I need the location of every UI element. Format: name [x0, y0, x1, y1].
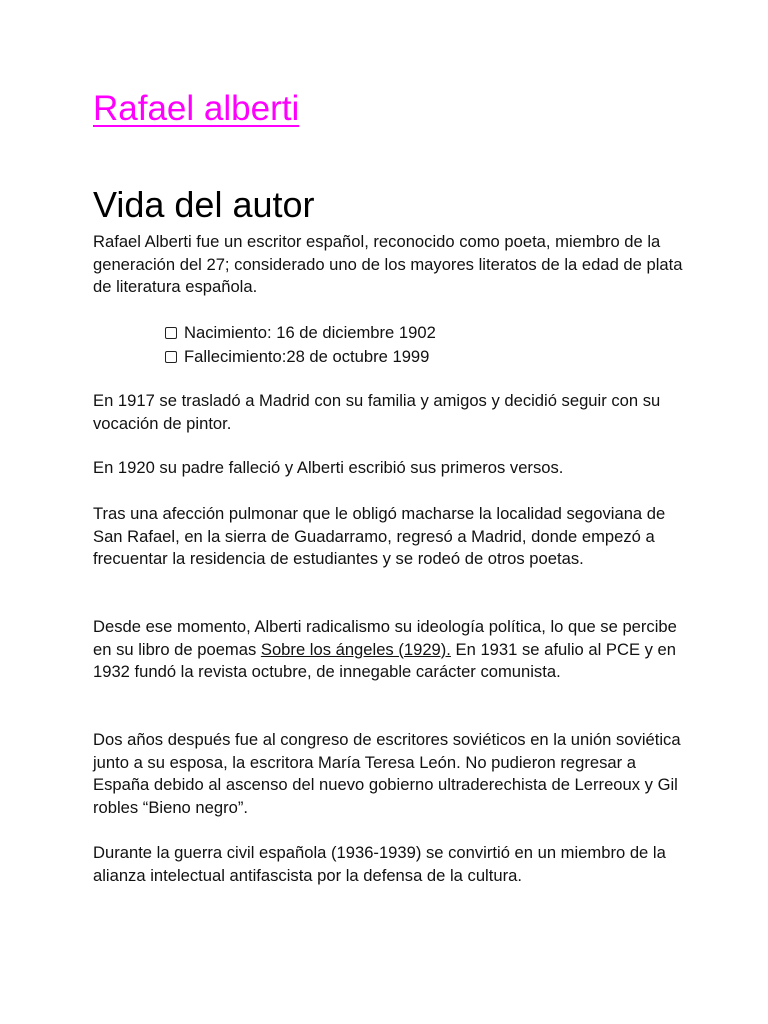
paragraph-guerra: Durante la guerra civil española (1936-1939) se convirtió en un miembro de la alianza intelectual antifascista por la defensa de la cultura.: [93, 843, 666, 885]
intro-paragraph: Rafael Alberti fue un escritor español, reconocido como poeta, miembro de la generación del 27; considerado uno de los mayores literatos de la edad de plata de literatura española.: [93, 232, 683, 297]
paragraph-congreso: Dos años después fue al congreso de escritores soviéticos en la unión soviética junto a su esposa, la escritora María Teresa León. No pudieron regresar a España debido al ascenso del nuevo gobierno ultraderechista de Lerreoux y Gil robles “Bieno negro”.: [93, 730, 681, 817]
facts-list: [165, 321, 436, 369]
paragraph-text: Desde ese momento, Alberti radicalismo su ideología política, lo que se percibe en su libro de poemas: [93, 617, 677, 659]
list-item: [165, 345, 436, 369]
paragraph-1920: En 1920 su padre falleció y Alberti escribió sus primeros versos.: [93, 458, 564, 477]
paragraph-ideologia: [93, 616, 683, 684]
paragraph-madrid: Tras una afección pulmonar que le obligó macharse la localidad segoviana de San Rafael, en la sierra de Guadarramo, regresó a Madrid, donde empezó a frecuentar la residencia de estudiantes y se rodeó de otros poetas.: [93, 504, 666, 569]
list-item: [165, 321, 436, 345]
paragraph-text: En 1931 se afulio al PCE y en 1932 fundó la revista octubre, de innegable carácter comunista.: [93, 639, 676, 682]
book-link[interactable]: Sobre los ángeles (1929).: [260, 639, 451, 659]
checkbox-icon: [165, 327, 177, 339]
list-item-text: Nacimiento: 16 de diciembre 1902: [184, 323, 436, 342]
checkbox-icon: [165, 351, 177, 363]
document-title[interactable]: Rafael alberti: [93, 89, 300, 128]
section-heading: Vida del autor: [93, 184, 315, 225]
list-item-text: Fallecimiento:28 de octubre 1999: [184, 347, 430, 366]
paragraph-1917: En 1917 se trasladó a Madrid con su familia y amigos y decidió seguir con su vocación de pintor.: [93, 391, 661, 433]
